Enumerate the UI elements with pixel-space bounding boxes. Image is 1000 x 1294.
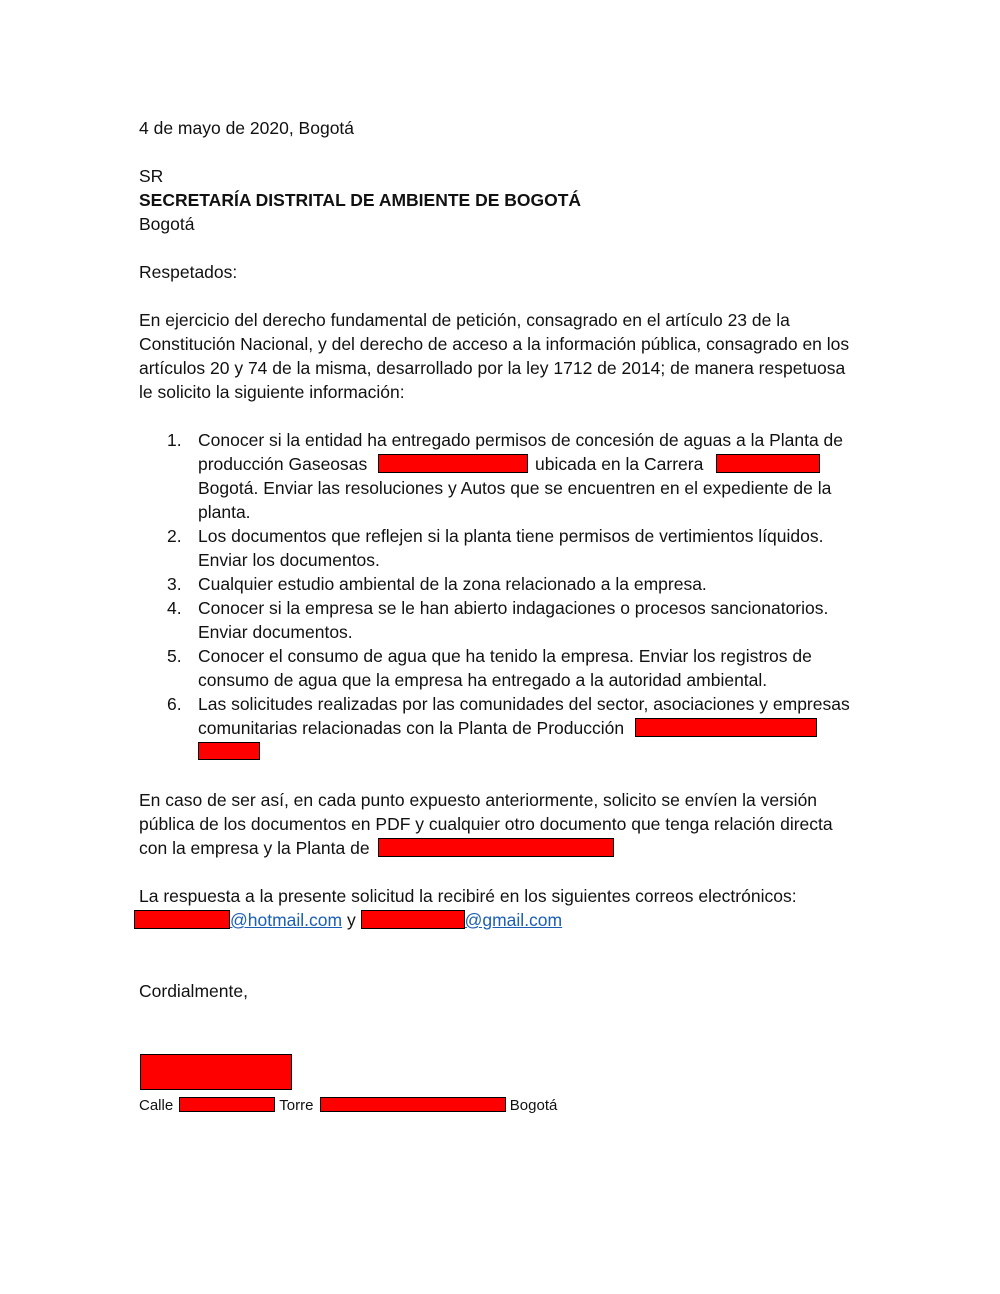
list-item-text: Enviar los documentos.: [198, 550, 380, 570]
list-item-text: [198, 716, 817, 740]
list-item-text: consumo de agua que la empresa ha entregado a la autoridad ambiental.: [198, 670, 768, 690]
redaction-block: [716, 454, 820, 473]
greeting: Respetados:: [139, 262, 238, 282]
list-item-text: planta.: [198, 502, 251, 522]
followup-line: pública de los documentos en PDF y cualquier otro documento que tenga relación directa: [139, 814, 833, 834]
list-number: 2.: [167, 526, 182, 546]
list-item-text: Bogotá. Enviar las resoluciones y Autos que se encuentren en el expediente de la: [198, 478, 832, 498]
list-item-text: Las solicitudes realizadas por las comunidades del sector, asociaciones y empresas: [198, 694, 850, 714]
redaction-block: [378, 838, 614, 857]
followup-line: En caso de ser así, en cada punto expuesto anteriormente, solicito se envíen la versión: [139, 790, 818, 810]
email-connector: y: [346, 910, 356, 930]
intro-line: artículos 20 y 74 de la misma, desarrollado por la ley 1712 de 2014; de manera respetuosa: [139, 358, 846, 378]
list-number: 3.: [167, 574, 182, 594]
list-number: 6.: [167, 694, 182, 714]
redaction-block: [179, 1097, 275, 1112]
recipient-salutation: SR: [139, 166, 164, 186]
redaction-block: [198, 742, 260, 760]
redaction-block: [361, 910, 465, 929]
list-number: 5.: [167, 646, 182, 666]
intro-line: En ejercicio del derecho fundamental de petición, consagrado en el artículo 23 de la: [139, 310, 790, 330]
hotmail-email-link[interactable]: @hotmail.com: [230, 910, 343, 930]
followup-fragment: con la empresa y la Planta de: [139, 838, 370, 858]
list-item-text: Los documentos que reflejen si la planta tiene permisos de vertimientos líquidos.: [198, 526, 824, 546]
list-item-text: Conocer si la empresa se le han abierto indagaciones o procesos sancionatorios.: [198, 598, 829, 618]
address-torre: Torre: [279, 1097, 314, 1114]
closing: Cordialmente,: [139, 981, 248, 1001]
list-item-fragment: comunitarias relacionadas con la Planta de Producción: [198, 718, 625, 738]
list-item-text: Cualquier estudio ambiental de la zona relacionado a la empresa.: [198, 574, 707, 594]
redaction-block: [134, 910, 230, 929]
intro-line: Constitución Nacional, y del derecho de acceso a la información pública, consagrado en los: [139, 334, 850, 354]
redaction-block: [635, 718, 817, 737]
date-line: 4 de mayo de 2020, Bogotá: [139, 118, 355, 138]
recipient-organization: SECRETARÍA DISTRITAL DE AMBIENTE DE BOGOTÁ: [139, 190, 582, 210]
gmail-email-link[interactable]: @gmail.com: [464, 910, 563, 930]
followup-line: [139, 836, 614, 860]
signature-redaction: [140, 1054, 292, 1090]
intro-line: le solicito la siguiente información:: [139, 382, 405, 402]
list-number: 1.: [167, 430, 182, 450]
recipient-city: Bogotá: [139, 214, 195, 234]
redaction-block: [378, 454, 528, 473]
list-number: 4.: [167, 598, 182, 618]
list-item-text: Enviar documentos.: [198, 622, 353, 642]
response-line: La respuesta a la presente solicitud la recibiré en los siguientes correos electrónicos:: [139, 886, 797, 906]
list-item-fragment: producción Gaseosas: [198, 454, 368, 474]
email-line: [134, 908, 562, 932]
address-calle: Calle: [139, 1097, 174, 1114]
list-item-text: Conocer el consumo de agua que ha tenido la empresa. Enviar los registros de: [198, 646, 812, 666]
redaction-block: [320, 1097, 506, 1112]
list-item-text: [198, 452, 820, 476]
list-item-fragment: ubicada en la Carrera: [535, 454, 704, 474]
address-city: Bogotá: [509, 1097, 558, 1114]
list-item-text: Conocer si la entidad ha entregado permisos de concesión de aguas a la Planta de: [198, 430, 844, 450]
signature-address: [139, 1094, 557, 1118]
